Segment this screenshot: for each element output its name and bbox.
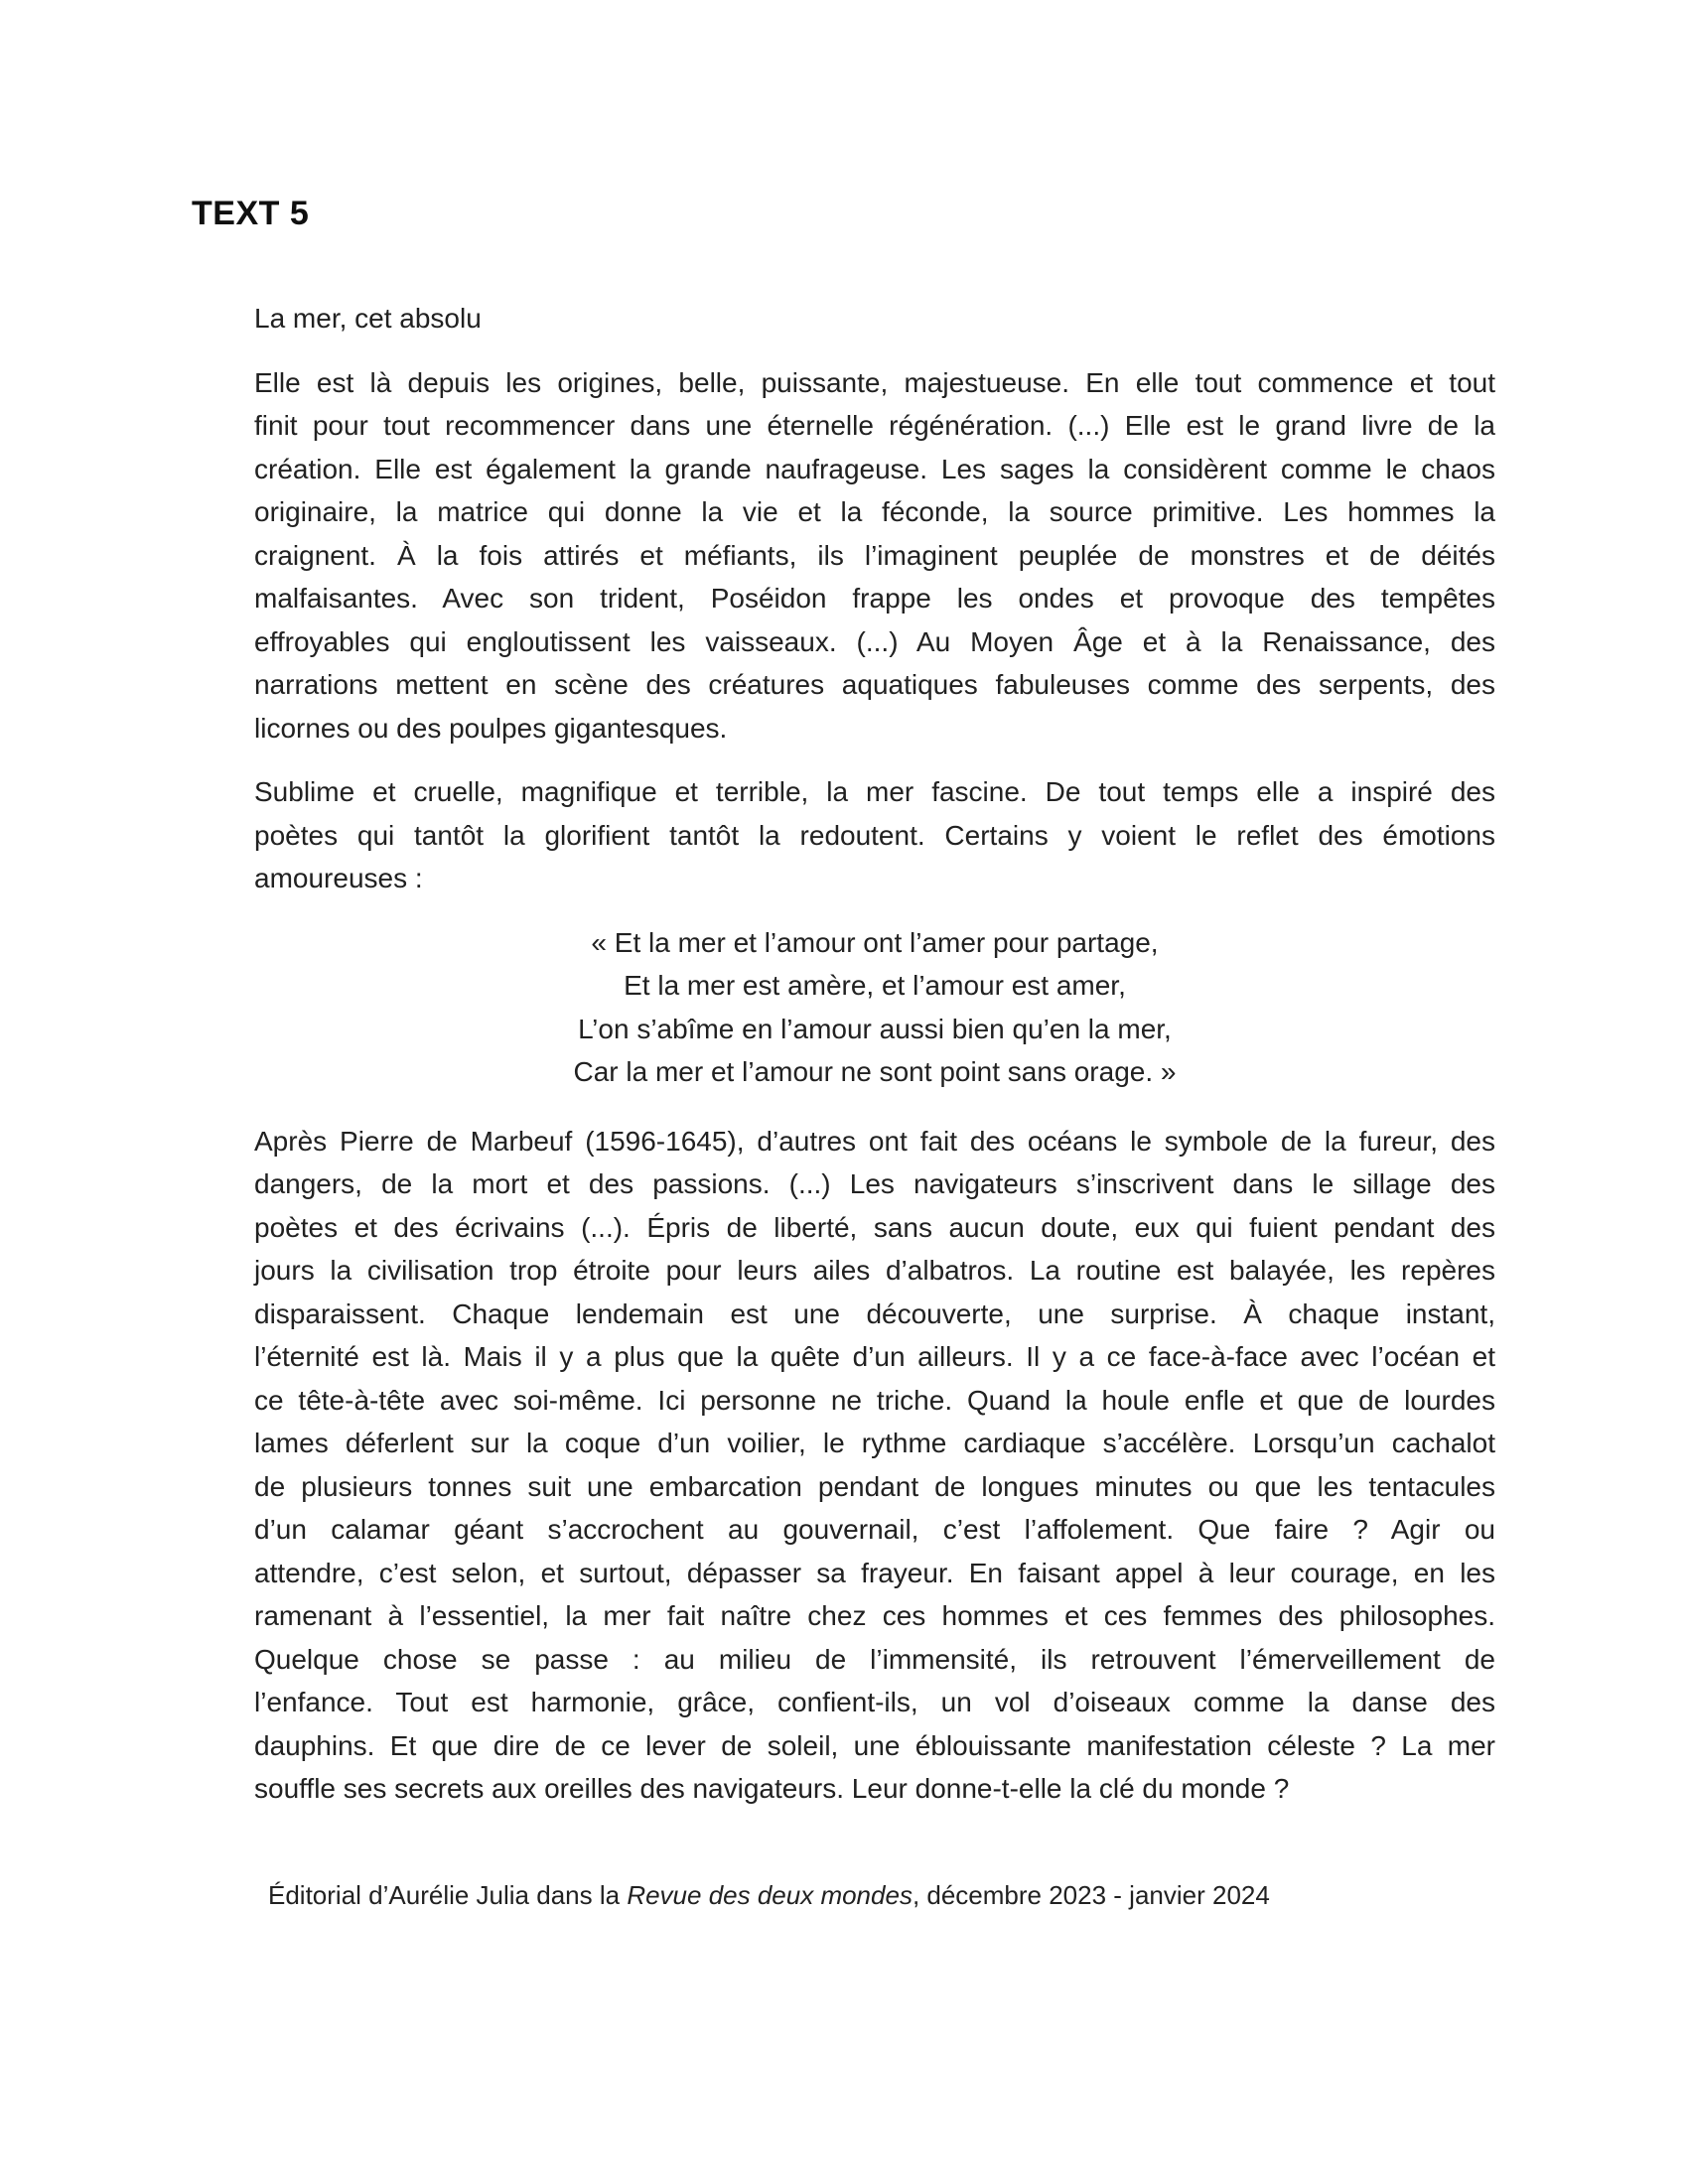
text-line: Après Pierre de Marbeuf (1596-1645), d’autres ont fait des océans le symbole de la fureur, des [254,1125,1495,1157]
text-line: licornes ou des poulpes gigantesques. [254,712,728,744]
text-line: dangers, de la mort et des passions. (...) Les navigateurs s’inscrivent dans le sillage des [254,1168,1495,1199]
verse-line: « Et la mer et l’amour ont l’amer pour partage, [591,926,1159,958]
text-line: souffle ses secrets aux oreilles des navigateurs. Leur donne-t-elle la clé du monde ? [254,1773,1290,1804]
citation-suffix: , décembre 2023 - janvier 2024 [912,1879,1270,1910]
text-line: Sublime et cruelle, magnifique et terrible, la mer fascine. De tout temps elle a inspiré des [254,776,1495,807]
text-line: attendre, c’est selon, et surtout, dépasser sa frayeur. En faisant appel à leur courage, en les [254,1557,1495,1588]
verse-line: L’on s’abîme en l’amour aussi bien qu’en la mer, [578,1013,1172,1044]
text-line: l’éternité est là. Mais il y a plus que la quête d’un ailleurs. Il y a ce face-à-face avec l’océan et [254,1341,1495,1372]
text-line: poètes qui tantôt la glorifient tantôt la redoutent. Certains y voient le reflet des émotions [254,819,1495,851]
text-line: ce tête-à-tête avec soi-même. Ici personne ne triche. Quand la houle enfle et que de lourdes [254,1384,1495,1416]
text-line: narrations mettent en scène des créatures aquatiques fabuleuses comme des serpents, des [254,669,1495,700]
body-text [254,361,1495,1811]
text-line: disparaissent. Chaque lendemain est une découverte, une surprise. À chaque instant, [254,1297,1495,1329]
poem-quote [254,921,1495,1094]
source-citation [268,1875,1495,1915]
text-line: jours la civilisation trop étroite pour leurs ailes d’albatros. La routine est balayée, les repères [254,1255,1495,1286]
text-line: d’un calamar géant s’accrochent au gouvernail, c’est l’affolement. Que faire ? Agir ou [254,1514,1495,1545]
text-line: dauphins. Et que dire de ce lever de soleil, une éblouissante manifestation céleste ? La mer [254,1729,1495,1761]
document-content [254,0,1495,1915]
text-line: craignent. À la fois attirés et méfiants, ils l’imaginent peuplée de monstres et de déités [254,539,1495,571]
text-line: Quelque chose se passe : au milieu de l’immensité, ils retrouvent l’émerveillement de [254,1643,1495,1675]
paragraph [254,770,1495,900]
verse-line: Et la mer est amère, et l’amour est amer, [624,970,1126,1001]
document-label: TEXT 5 [192,195,310,232]
text-line: ramenant à l’essentiel, la mer fait naître chez ces hommes et ces femmes des philosophes. [254,1600,1495,1631]
text-line: lames déferlent sur la coque d’un voilier, le rythme cardiaque s’accélère. Lorsqu’un cachalot [254,1428,1495,1458]
text-line: malfaisantes. Avec son trident, Poséidon frappe les ondes et provoque des tempêtes [254,583,1495,614]
text-line: création. Elle est également la grande naufrageuse. Les sages la considèrent comme le chaos [254,453,1495,484]
citation-prefix: Éditorial d’Aurélie Julia dans la [268,1879,628,1910]
text-line: originaire, la matrice qui donne la vie et la féconde, la source primitive. Les hommes la [254,496,1495,527]
verse-line: Car la mer et l’amour ne sont point sans orage. » [573,1056,1177,1087]
text-line: Elle est là depuis les origines, belle, puissante, majestueuse. En elle tout commence et tout [254,366,1495,398]
citation-source-title: Revue des deux mondes [627,1879,913,1910]
text-line: effroyables qui engloutissent les vaisseaux. (...) Au Moyen Âge et à la Renaissance, des [254,625,1495,657]
text-title: La mer, cet absolu [254,303,482,334]
text-line: finit pour tout recommencer dans une éternelle régénération. (...) Elle est le grand livre de la [254,410,1495,441]
paragraph [254,361,1495,751]
text-line: poètes et des écrivains (...). Épris de liberté, sans aucun doute, eux qui fuient pendant des [254,1211,1495,1243]
paragraph [254,1120,1495,1811]
text-line: de plusieurs tonnes suit une embarcation pendant de longues minutes ou que les tentacules [254,1470,1495,1502]
text-line: amoureuses : [254,863,423,893]
text-line: l’enfance. Tout est harmonie, grâce, confient-ils, un vol d’oiseaux comme la danse des [254,1687,1495,1717]
